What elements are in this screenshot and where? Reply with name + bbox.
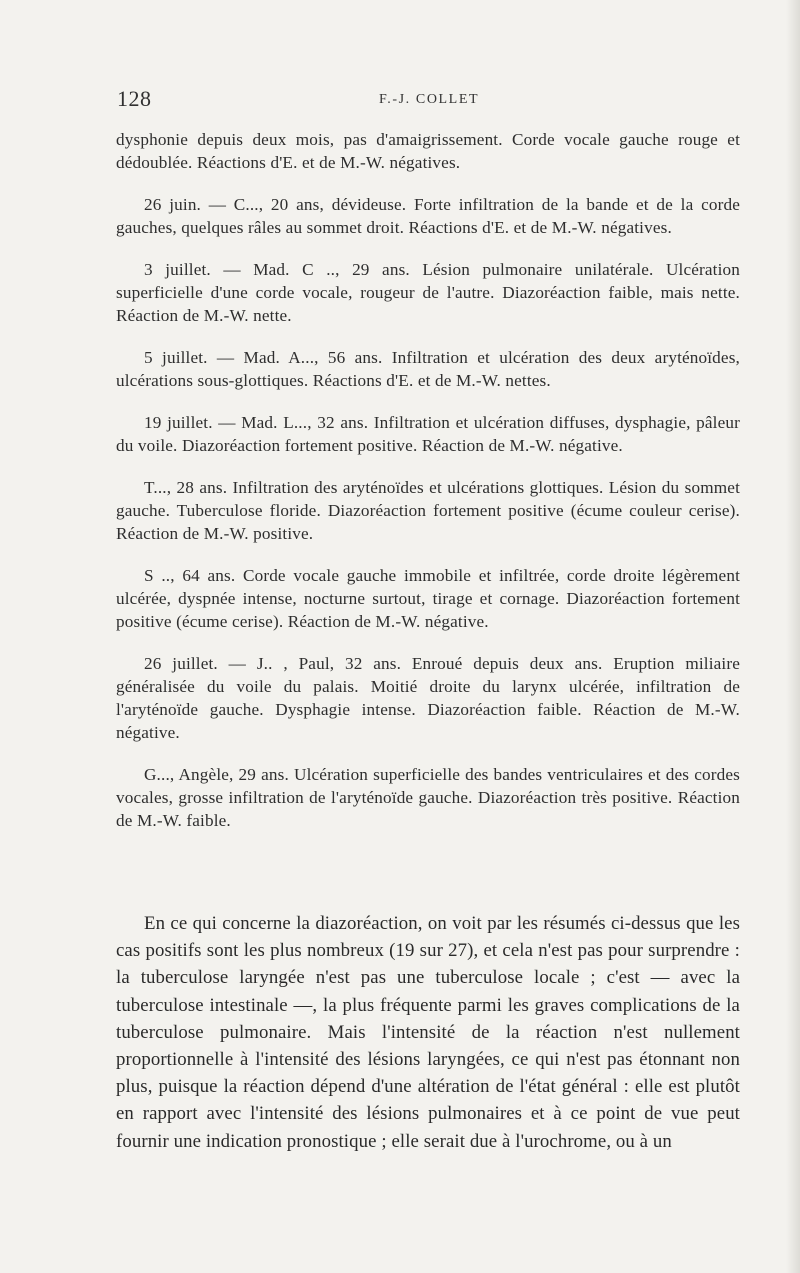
- case-paragraph-26-juillet: 26 juillet. — J.. , Paul, 32 ans. Enroué depuis deux ans. Eruption miliaire généralisée du voile du palais. Moitié droite du larynx ulcérée, infiltration de l'aryténoïde gauche. Dysphagie intense. Diazoréaction faible. Réaction de M.-W. négative.: [116, 654, 740, 742]
- case-paragraph-5-juillet: 5 juillet. — Mad. A..., 56 ans. Infiltration et ulcération des deux aryténoïdes, ulcérations sous-glottiques. Réactions d'E. et de M.-W. nettes.: [116, 348, 740, 390]
- case-paragraph-3-juillet: 3 juillet. — Mad. C .., 29 ans. Lésion pulmonaire unilatérale. Ulcération superficielle d'une corde vocale, rougeur de l'autre. Diazoréaction faible, mais nette. Réaction de M.-W. nette.: [116, 260, 740, 325]
- case-paragraph-g: G..., Angèle, 29 ans. Ulcération superficielle des bandes ventriculaires et des cordes vocales, grosse infiltration de l'aryténoïde gauche. Diazoréaction très positive. Réaction de M.-W. faible.: [116, 765, 740, 830]
- case-paragraph-19-juillet: 19 juillet. — Mad. L..., 32 ans. Infiltration et ulcération diffuses, dysphagie, pâleur du voile. Diazoréaction fortement positive. Réaction de M.-W. négative.: [116, 413, 740, 455]
- case-paragraph-t: T..., 28 ans. Infiltration des aryténoïdes et ulcérations glottiques. Lésion du sommet gauche. Tuberculose floride. Diazoréaction fortement positive (écume couleur cerise). Réaction de M.-W. positive.: [116, 478, 740, 543]
- page-edge-shadow: [786, 0, 800, 1273]
- case-paragraph-26-juin: 26 juin. — C..., 20 ans, dévideuse. Forte infiltration de la bande et de la corde gauches, quelques râles au sommet droit. Réactions d'E. et de M.-W. négatives.: [116, 195, 740, 237]
- running-header: [117, 86, 737, 118]
- discussion-paragraph: En ce qui concerne la diazoréaction, on voit par les résumés ci-dessus que les cas positifs sont les plus nombreux (19 sur 27), et cela n'est pas pour surprendre : la tuberculose laryngée n'est pas une tuberculose locale ; c'est — avec la tuberculose intestinale —, la plus fréquente parmi les graves complications de la tuberculose pulmonaire. Mais l'intensité de la réaction n'est nullement proportionnelle à l'intensité des lésions laryngées, ce qui n'est pas étonnant non plus, puisque la réaction dépend d'une altération de l'état général : elle est plutôt en rapport avec l'intensité des lésions pulmonaires et à ce point de vue peut fournir une indication pronostique ; elle serait due à l'urochrome, ou à un: [116, 913, 740, 1152]
- case-reports: [116, 128, 740, 851]
- running-title: F.-J. COLLET: [379, 92, 480, 107]
- case-paragraph-continuation: dysphonie depuis deux mois, pas d'amaigrissement. Corde vocale gauche rouge et dédoublée. Réactions d'E. et de M.-W. négatives.: [116, 130, 740, 172]
- page-number: 128: [117, 86, 152, 111]
- case-paragraph-s: S .., 64 ans. Corde vocale gauche immobile et infiltrée, corde droite légèrement ulcérée, dyspnée intense, nocturne surtout, tirage et cornage. Diazoréaction fortement positive (écume cerise). Réaction de M.-W. négative.: [116, 566, 740, 631]
